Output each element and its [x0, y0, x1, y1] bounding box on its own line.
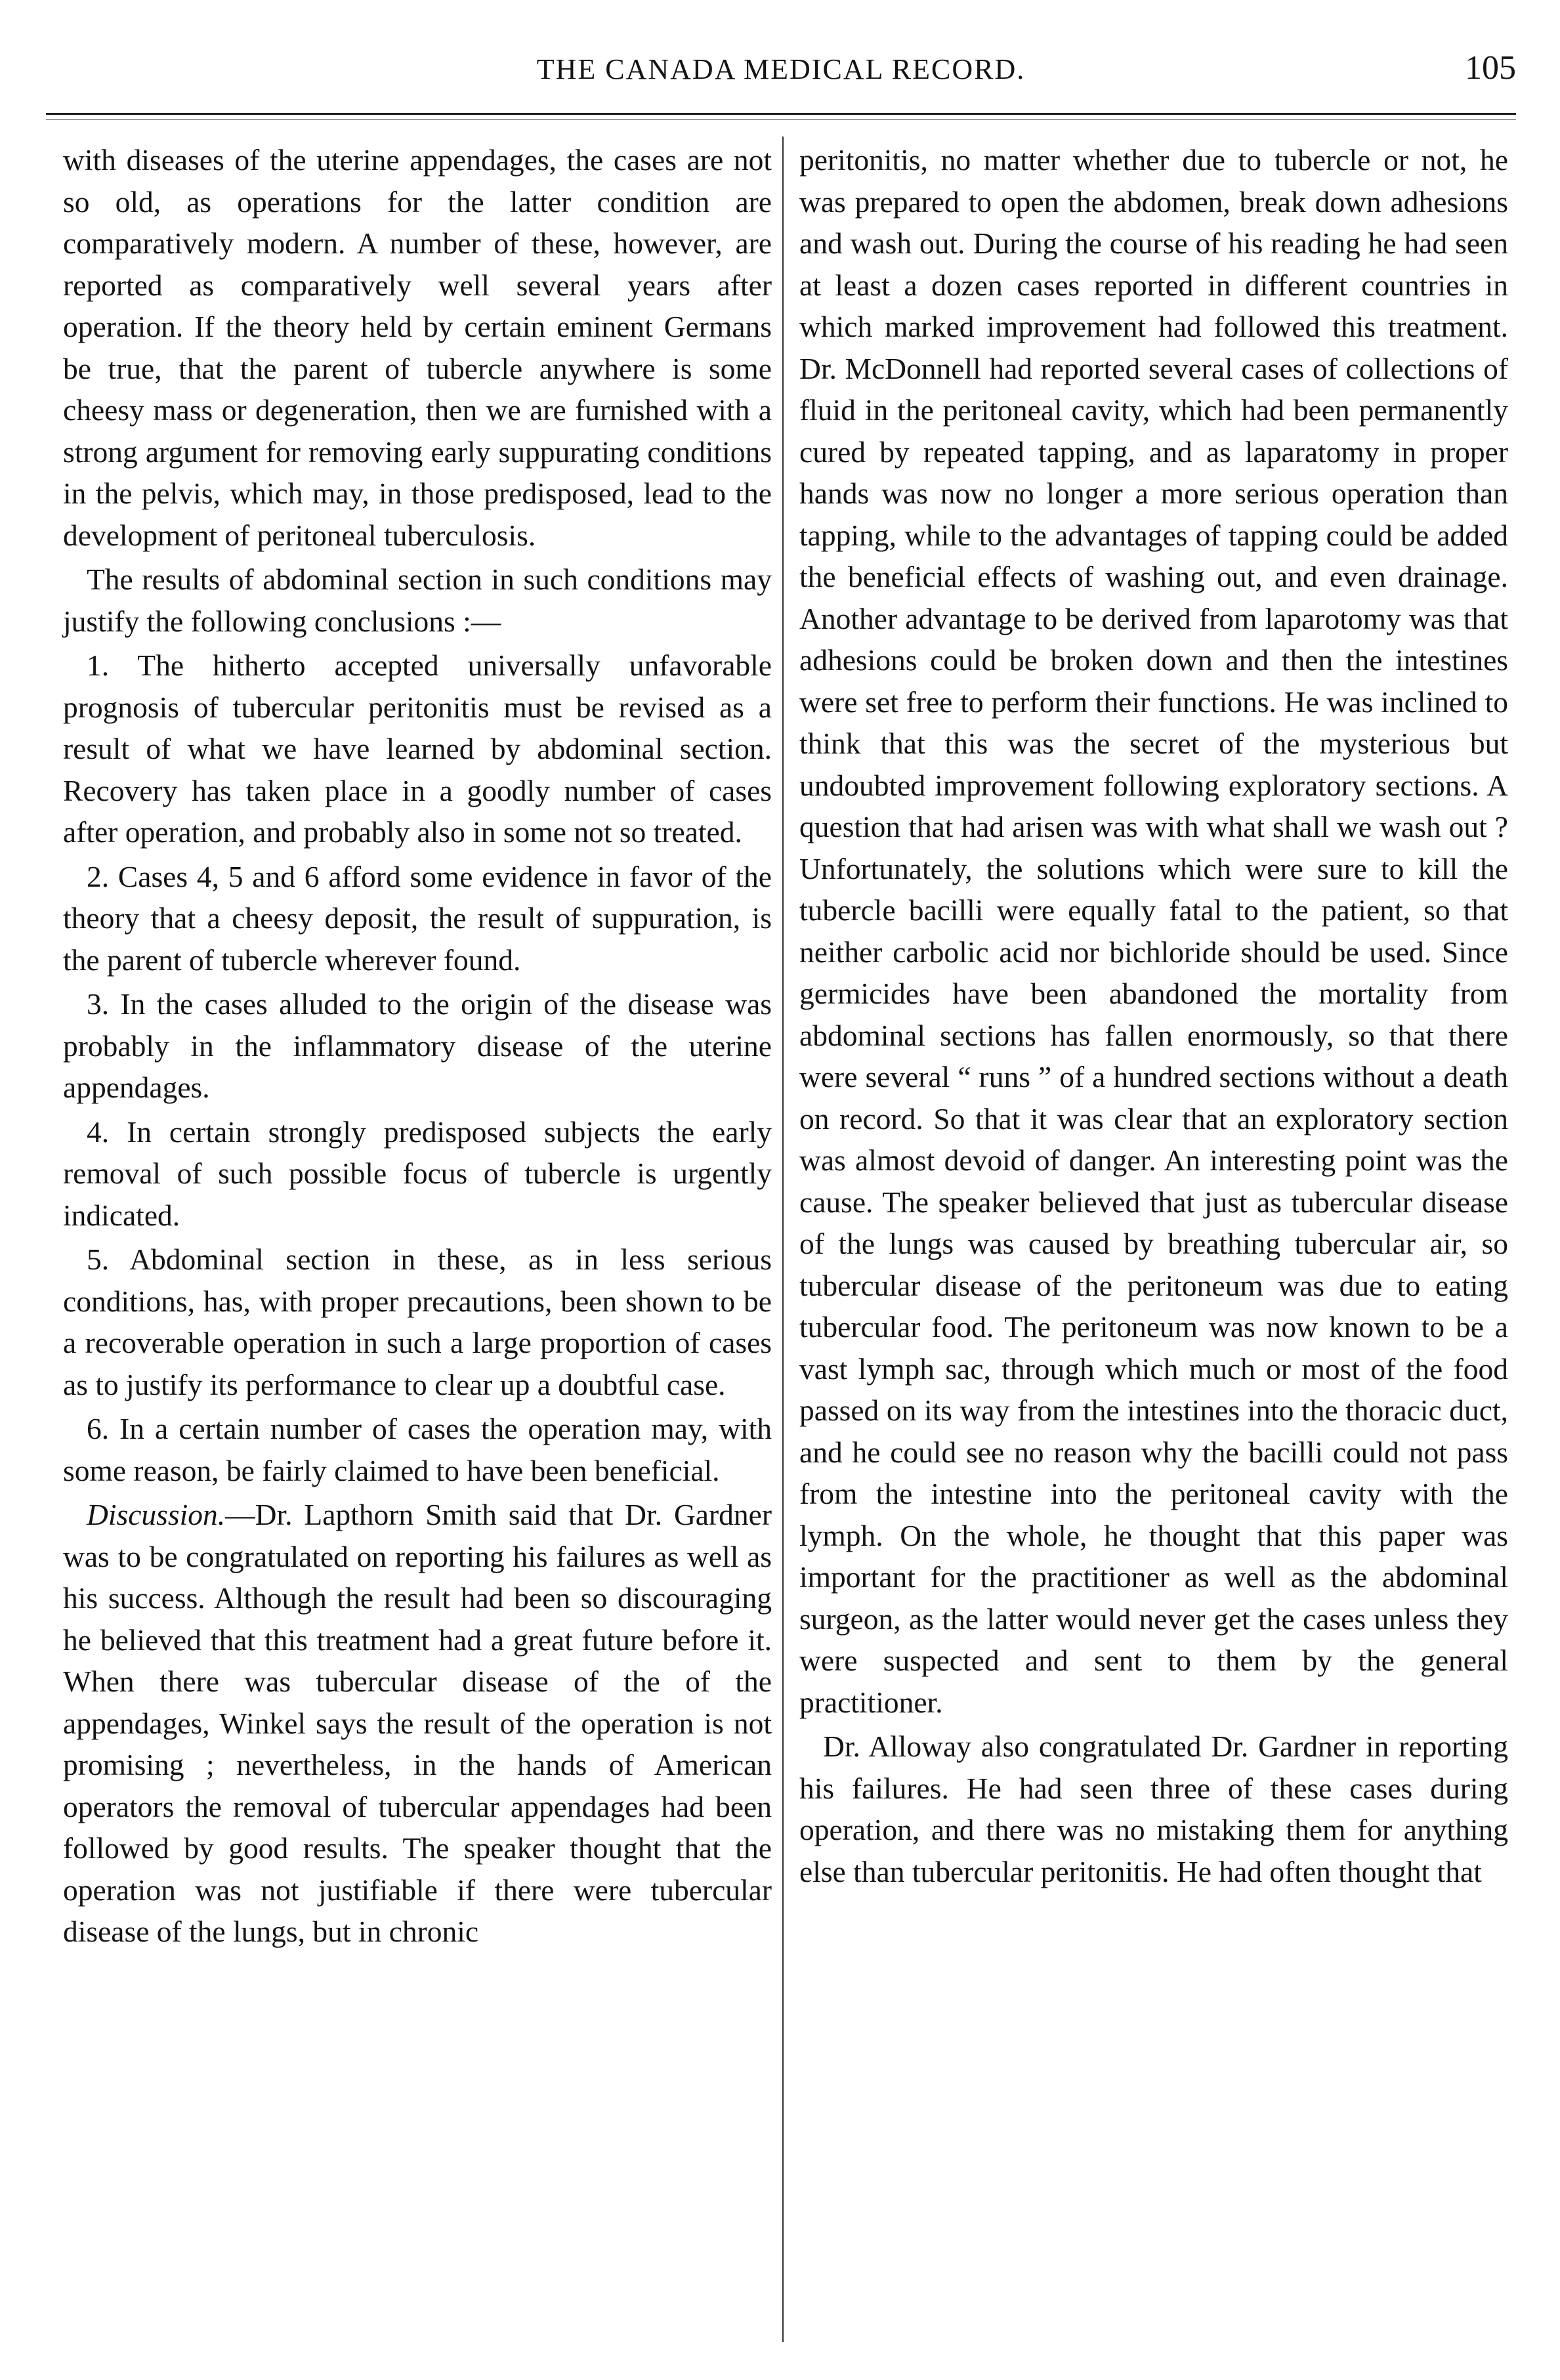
paragraph: peritonitis, no matter whether due to tubercle or not, he was prepared to open the abdomen, break down adhesions and wash out. During the course of his reading he had seen at least a dozen cases reported in different countries in which marked improvement had followed this treatment. Dr. McDonnell had reported several cases of collections of fluid in the peritoneal cavity, which had been permanently cured by repeated tapping, and as laparatomy in proper hands was now no longer a more serious operation than tapping, while to the advantages of tapping could be added the beneficial effects of washing out, and even drainage. Another advantage to be derived from laparotomy was that adhesions could be broken down and then the intestines were set free to perform their functions. He was inclined to think that this was the secret of the mysterious but undoubted improvement following exploratory sections. A question that had arisen was with what shall we wash out ? Unfortunately, the solutions which were sure to kill the tubercle bacilli were equally fatal to the patient, so that neither carbolic acid nor bichloride should be used. Since germicides have been abandoned the mortality from abdominal sections has fallen enormously, so that there were several “ runs ” of a hundred sections without a death on record. So that it was clear that an exploratory section was almost devoid of danger. An interesting point was the cause. The speaker believed that just as tubercular disease of the lungs was caused by breathing tubercular air, so tubercular disease of the peritoneum was due to eating tubercular food. The peritoneum was now known to be a vast lymph sac, through which much or most of the food passed on its way from the intestines into the thoracic duct, and he could see no reason why the bacilli could not pass from the intestine into the peritoneal cavity with the lymph. On the whole, he thought that this paper was important for the practitioner as well as the abdominal surgeon, as the latter would never get the cases unless they were suspected and sent to them by the general practitioner. — [799, 143, 1508, 1719]
paragraph: Dr. Alloway also congratulated Dr. Gardner in reporting his failures. He had seen three of these cases during operation, and there was no mistaking them for anything else than tubercular peritonitis. He had often thought that — [799, 1730, 1508, 1888]
running-title: THE CANADA MEDICAL RECORD. — [536, 53, 1026, 85]
conclusion-3: 3. In the cases alluded to the origin of the disease was probably in the inflammatory disease of the uterine appendages. — [63, 987, 772, 1104]
conclusion-4: 4. In certain strongly predisposed subjects the early removal of such possible focus of tubercle is urgently indicated. — [63, 1115, 772, 1232]
page-header — [46, 47, 1516, 100]
page-number: 105 — [1465, 49, 1516, 87]
discussion-paragraph — [63, 1494, 772, 1953]
left-column — [63, 139, 772, 1953]
conclusion-1: 1. The hitherto accepted universally unfavorable prognosis of tubercular peritonitis must be revised as a result of what we have learned by abdominal section. Recovery has taken place in a goodly number of cases after operation, and probably also in some not so treated. — [63, 648, 772, 849]
conclusion-6: 6. In a certain number of cases the operation may, with some reason, be fairly claimed to have been beneficial. — [63, 1412, 772, 1487]
header-rule-thin — [46, 119, 1516, 120]
paragraph: The results of abdominal section in such conditions may justify the following conclusions :— — [63, 563, 772, 638]
column-divider — [782, 137, 784, 2342]
right-column — [799, 139, 1508, 1892]
discussion-label: Discussion. — [87, 1498, 226, 1531]
conclusion-5: 5. Abdominal section in these, as in less serious conditions, has, with proper precautions, been shown to be a recoverable operation in such a large proportion of cases as to justify its performance to clear up a doubtful case. — [63, 1243, 772, 1401]
header-rule — [46, 113, 1516, 115]
discussion-text: —Dr. Lapthorn Smith said that Dr. Gardner was to be congratulated on reporting his failures as well as his success. Although the result had been so discouraging he believed that this treatment had a great future before it. When there was tubercular disease of the of the appendages, Winkel says the result of the operation is not promising ; nevertheless, in the hands of American operators the removal of tubercular appendages had been followed by good results. The speaker thought that the operation was not justifiable if there were tubercular disease of the lungs, but in chronic — [63, 1498, 772, 1948]
conclusion-2: 2. Cases 4, 5 and 6 afford some evidence in favor of the theory that a cheesy deposit, the result of suppuration, is the parent of tubercle wherever found. — [63, 859, 772, 977]
paragraph: with diseases of the uterine appendages, the cases are not so old, as operations for the latter condition are comparatively modern. A number of these, however, are reported as comparatively well several years after operation. If the theory held by certain eminent Germans be true, that the parent of tubercle anywhere is some cheesy mass or degeneration, then we are furnished with a strong argument for removing early suppurating conditions in the pelvis, which may, in those predisposed, lead to the development of peritoneal tuberculosis. — [63, 143, 772, 552]
